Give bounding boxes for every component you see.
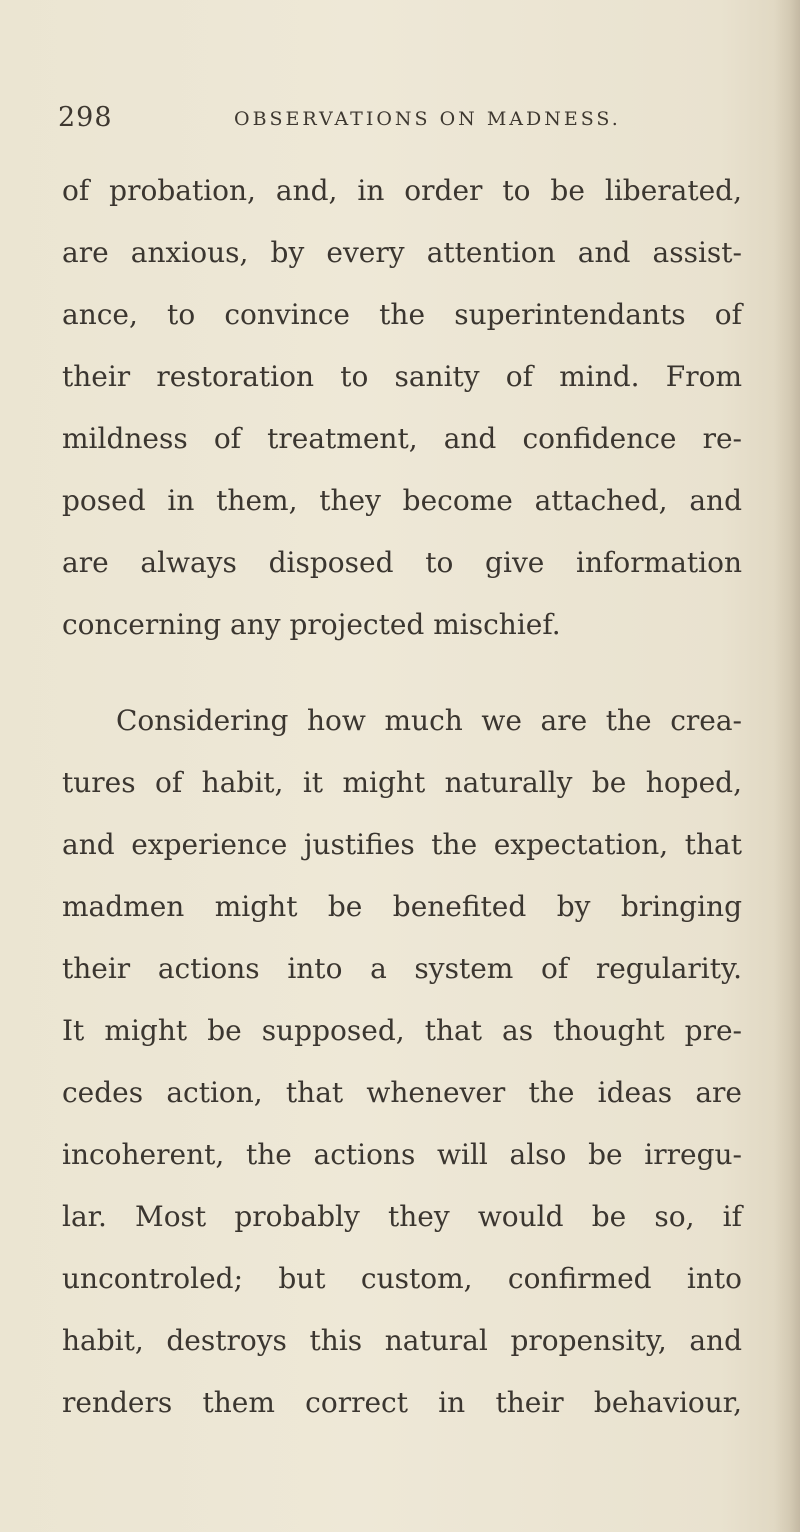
text-line: habit, destroys this natural propensity, and: [62, 1324, 742, 1357]
text-line: tures of habit, it might naturally be hoped,: [62, 766, 742, 799]
text-line: ance, to convince the superintendants of: [62, 298, 742, 331]
text-line: madmen might be benefited by bringing: [62, 890, 742, 923]
text-line: and experience justifies the expectation, that: [62, 828, 742, 861]
text-line: lar. Most probably they would be so, if: [62, 1200, 742, 1233]
text-line: Considering how much we are the crea-: [116, 704, 742, 737]
text-line: are anxious, by every attention and assist-: [62, 236, 742, 269]
page-number: 298: [58, 102, 113, 133]
paragraph-gap: [62, 656, 742, 690]
text-line: mildness of treatment, and confidence re-: [62, 422, 742, 455]
text-line: It might be supposed, that as thought pre-: [62, 1014, 742, 1047]
running-head: OBSERVATIONS ON MADNESS.: [234, 108, 621, 130]
text-line: posed in them, they become attached, and: [62, 484, 742, 517]
text-line: uncontroled; but custom, confirmed into: [62, 1262, 742, 1295]
text-line: their restoration to sanity of mind. From: [62, 360, 742, 393]
text-line: their actions into a system of regularity.: [62, 952, 742, 985]
text-line: of probation, and, in order to be liberated,: [62, 174, 742, 207]
body-text: [62, 160, 742, 1434]
paragraph-2: [62, 690, 742, 1434]
text-line: incoherent, the actions will also be irregu-: [62, 1138, 742, 1171]
text-line: cedes action, that whenever the ideas are: [62, 1076, 742, 1109]
page-gutter-shadow: [774, 0, 800, 1532]
text-line: are always disposed to give information: [62, 546, 742, 579]
paragraph-1: [62, 160, 742, 656]
text-line: concerning any projected mischief.: [62, 608, 561, 641]
text-line: renders them correct in their behaviour,: [62, 1386, 742, 1419]
page-header: [0, 102, 800, 142]
